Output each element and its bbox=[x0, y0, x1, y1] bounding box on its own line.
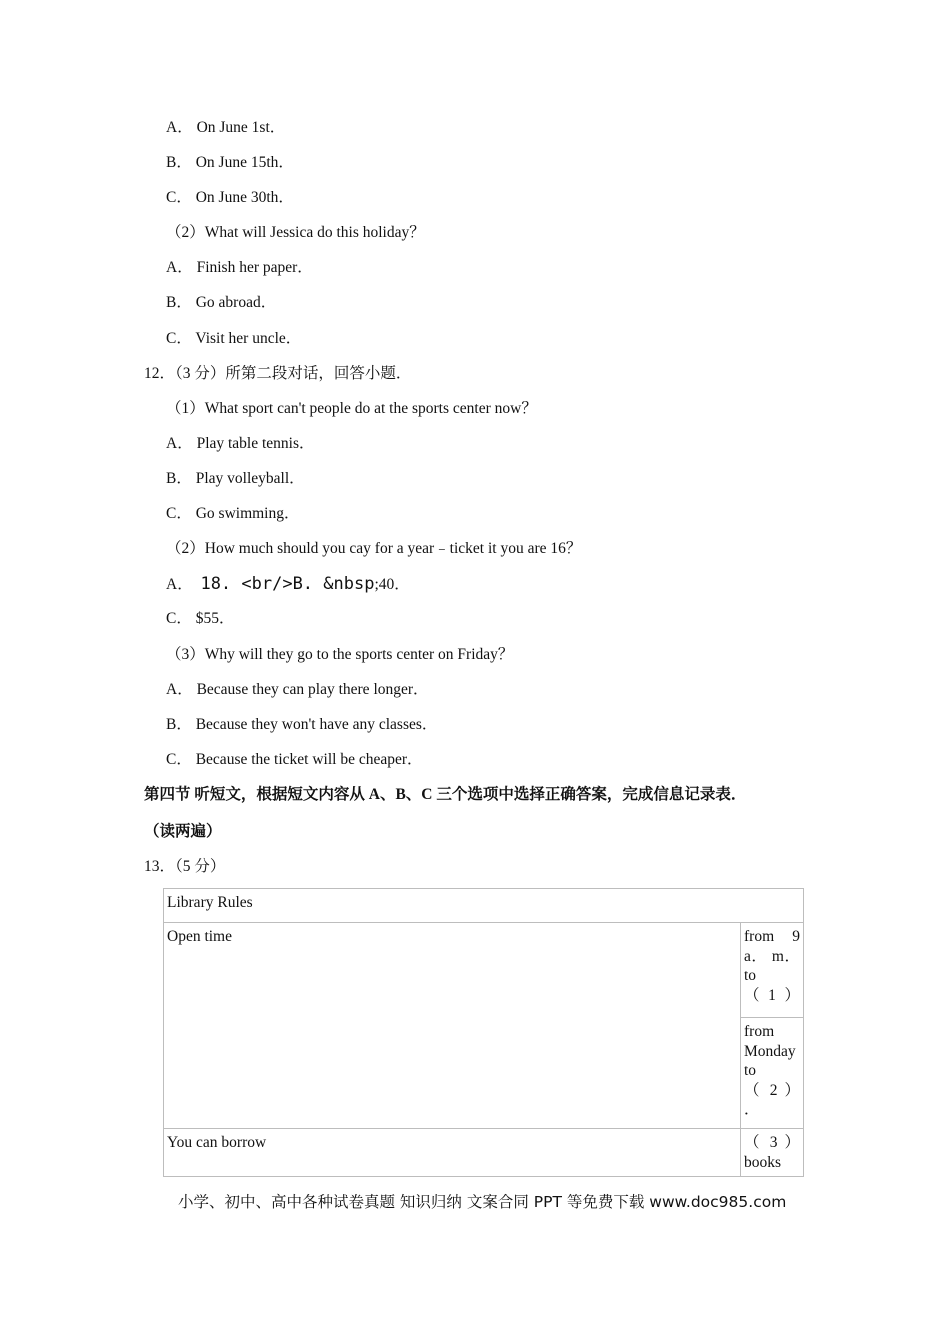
borrow-blank-3: （ 3 ） bbox=[744, 1134, 800, 1151]
q11-1-option-a: A． On June 1st． bbox=[166, 119, 286, 136]
q12-1-option-a: A． Play table tennis． bbox=[166, 435, 315, 452]
q11-2-option-b: B． Go abroad． bbox=[166, 294, 277, 311]
open-time-days bbox=[741, 1018, 804, 1129]
q12-3-option-c: C． Because the ticket will be cheaper． bbox=[166, 751, 423, 768]
q11-2-option-c: C． Visit her uncle． bbox=[166, 330, 302, 347]
q12-2-option-a-garbled: 18. <br/>B. &nbsp bbox=[200, 574, 375, 594]
open-time-blank-1: （1） bbox=[744, 986, 800, 1004]
borrow-label: You can borrow bbox=[164, 1129, 741, 1177]
table-title: Library Rules bbox=[164, 889, 804, 923]
open-time-label: Open time bbox=[164, 923, 741, 1129]
q11-2-option-a: A． Finish her paper． bbox=[166, 259, 313, 276]
q12-3-option-b: B． Because they won't have any classes． bbox=[166, 716, 438, 733]
q11-1-option-c: C． On June 30th． bbox=[166, 189, 294, 206]
open-time-hours-line: a． m． bbox=[744, 947, 800, 965]
section-4-note: （读两遍） bbox=[144, 823, 222, 840]
q12-1-question: （1）What sport can't people do at the sports center now？ bbox=[166, 400, 537, 417]
q11-1-option-b: B． On June 15th． bbox=[166, 154, 294, 171]
q12-1-option-c: C． Go swimming． bbox=[166, 505, 300, 522]
section-4-heading: 第四节 听短文，根据短文内容从 A、B、C 三个选项中选择正确答案，完成信息记录表． bbox=[144, 786, 747, 803]
borrow-value bbox=[741, 1129, 804, 1177]
q12-3-question: （3）Why will they go to the sports center on Friday？ bbox=[166, 646, 514, 663]
page-footer: 小学、初中、高中各种试卷真题 知识归纳 文案合同 PPT 等免费下载 www.doc985.com bbox=[178, 1193, 787, 1211]
q12-heading: 12．（3 分）所第二段对话，回答小题． bbox=[144, 365, 412, 382]
q12-2-option-c: C． $55． bbox=[166, 610, 235, 627]
open-time-blank-2: （ 2 ） bbox=[744, 1081, 800, 1099]
open-time-hours bbox=[741, 923, 804, 1018]
borrow-value-line: books bbox=[744, 1153, 782, 1171]
open-time-days-line: to bbox=[744, 1062, 757, 1079]
q12-3-option-a: A． Because they can play there longer． bbox=[166, 681, 429, 698]
open-time-hours-line: from 9 bbox=[744, 928, 800, 945]
open-time-days-line: ． bbox=[744, 1101, 760, 1118]
q11-2-question: （2）What will Jessica do this holiday？ bbox=[166, 224, 425, 241]
q12-2-option-a-prefix: A． bbox=[166, 576, 193, 593]
open-time-days-line: Monday bbox=[744, 1042, 796, 1060]
library-rules-table bbox=[163, 888, 804, 1177]
q12-2-option-a bbox=[166, 574, 410, 595]
open-time-days-line: from bbox=[744, 1023, 775, 1040]
q12-1-option-b: B． Play volleyball． bbox=[166, 470, 305, 487]
q13-heading: 13．（5 分） bbox=[144, 858, 226, 875]
q12-2-question: （2）How much should you cay for a year﹣ticket it you are 16？ bbox=[166, 540, 582, 557]
q12-2-option-a-suffix: ;40． bbox=[374, 576, 410, 593]
open-time-hours-line: to bbox=[744, 967, 757, 984]
